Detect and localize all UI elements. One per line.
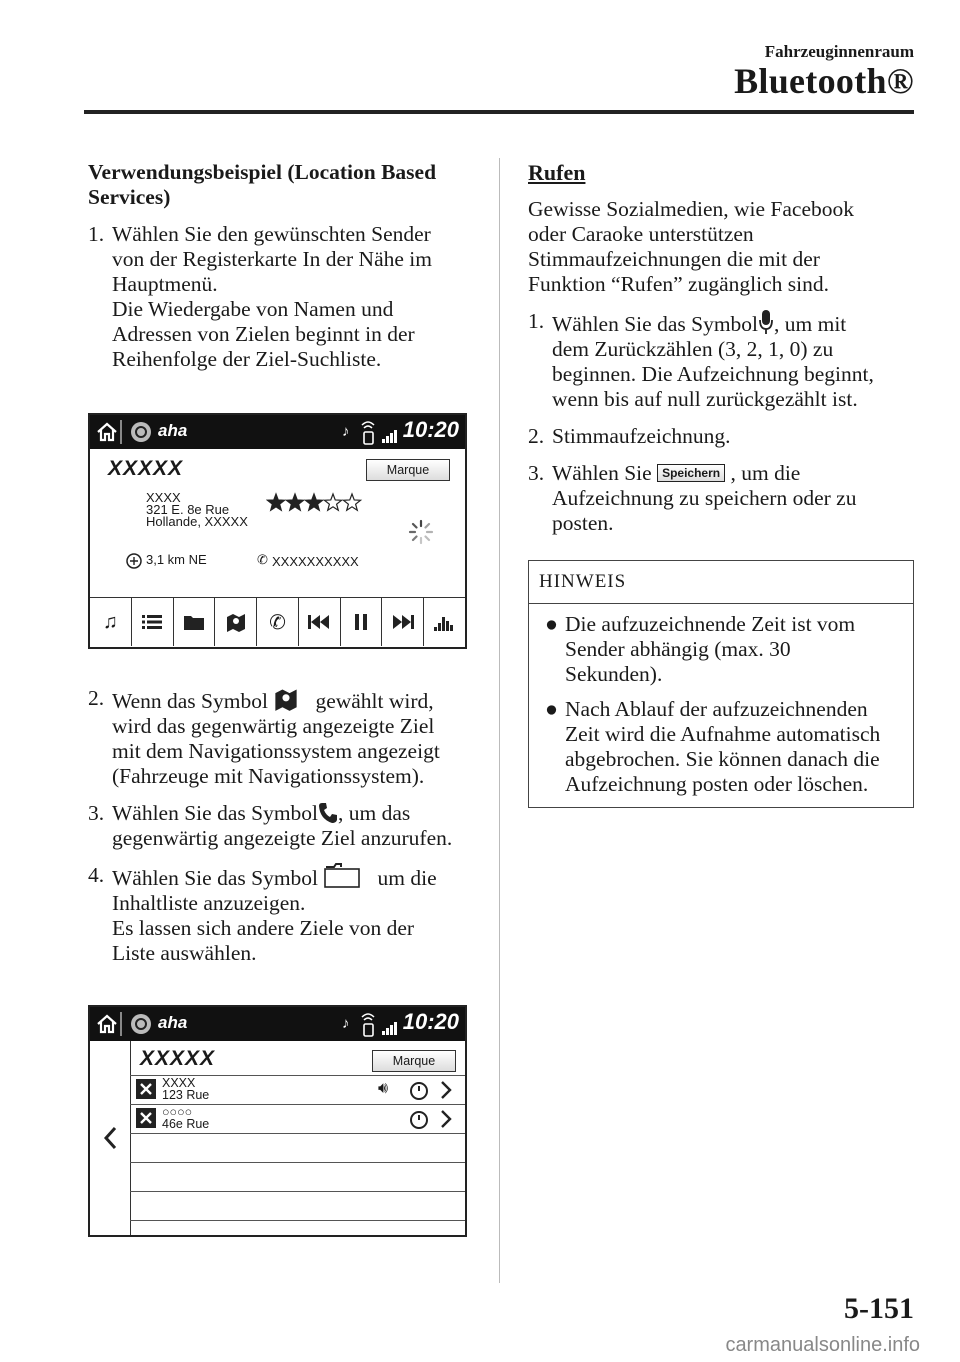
step-line: von der Registerkarte In der Nähe im	[112, 247, 432, 271]
star-filled-icon	[267, 494, 284, 510]
page-number: 5-151	[844, 1292, 914, 1325]
intro-line: Stimmaufzeichnungen die mit der	[528, 247, 820, 271]
list-button[interactable]	[132, 598, 174, 646]
step-text: Wählen Sie das Symbol	[552, 312, 759, 336]
star-empty-icon	[324, 494, 341, 510]
step-text: um die	[377, 866, 437, 890]
step-line: Es lassen sich andere Ziele von der	[112, 916, 415, 940]
chevron-left-icon	[103, 1126, 117, 1150]
status-bar	[90, 415, 465, 449]
empty-list-row	[130, 1133, 465, 1162]
app-name: aha	[158, 421, 188, 440]
intro-line: oder Caraoke unterstützen	[528, 222, 754, 246]
station-name: XXXXX	[108, 457, 184, 480]
note-line: Zeit wird die Aufnahme automatisch	[565, 722, 881, 746]
note-bullet	[541, 697, 903, 797]
left-step-1	[88, 222, 488, 372]
list-icon	[142, 615, 162, 629]
column-divider	[499, 158, 500, 1283]
wifi-phone-icon	[360, 418, 376, 446]
right-step-2	[528, 424, 918, 449]
note-line: Sender abhängig (max. 30	[565, 637, 791, 661]
header-title: Bluetooth®	[734, 61, 914, 101]
step-text: , um die	[730, 461, 801, 485]
left-column-top	[88, 160, 488, 372]
note-line: abgebrochen. Sie können danach die	[565, 747, 880, 771]
header-section: Fahrzeuginnenraum	[764, 42, 914, 61]
aha-screen-2	[88, 1005, 467, 1237]
pause-icon	[355, 614, 367, 630]
step-line: Liste auswählen.	[112, 941, 257, 965]
pause-button[interactable]	[341, 598, 383, 646]
step-text: Wenn das Symbol	[112, 689, 268, 713]
step-number: 1.	[528, 309, 545, 333]
left-step-3	[88, 801, 488, 851]
folder-symbol-icon	[323, 863, 361, 889]
step-text: Stimmaufzeichnung.	[552, 424, 731, 448]
music-note-icon: ♪	[342, 1015, 350, 1032]
left-step-2	[88, 686, 488, 789]
phone-small-icon: ✆	[257, 552, 268, 567]
right-column	[528, 160, 918, 536]
note-box	[528, 560, 914, 808]
empty-list-row	[130, 1162, 465, 1191]
star-filled-icon	[305, 494, 322, 510]
status-bar	[90, 1007, 465, 1041]
step-number: 4.	[88, 863, 105, 887]
section-heading-rufen: Rufen	[528, 160, 586, 185]
phone-icon: ✆	[269, 611, 286, 634]
clock: 10:20	[402, 417, 459, 442]
music-button[interactable]	[90, 598, 132, 646]
speaker-icon: 🔊︎	[378, 1080, 389, 1097]
chevron-right-icon	[440, 1109, 452, 1129]
signal-strength-icon	[382, 1021, 400, 1035]
empty-list-row	[130, 1191, 465, 1220]
address-line: Hollande, XXXXX	[146, 514, 248, 529]
step-text: Wählen Sie	[552, 461, 652, 485]
note-line: Die aufzuzeichnende Zeit ist vom	[565, 612, 856, 636]
step-text: Wählen Sie das Symbol	[112, 801, 319, 825]
skip-forward-icon	[392, 615, 414, 629]
left-column-middle	[88, 686, 488, 966]
step-number: 2.	[528, 424, 545, 448]
step-line: gegenwärtig angezeigte Ziel anzurufen.	[112, 826, 453, 850]
timer-icon	[408, 1108, 430, 1130]
item-line-2: 123 Rue	[162, 1088, 210, 1102]
music-note-icon: ♪	[342, 423, 350, 440]
map-button[interactable]	[215, 598, 257, 646]
step-text: Wählen Sie das Symbol	[112, 866, 319, 890]
note-bullet	[541, 612, 903, 687]
step-line: wenn bis auf null zurückgezählt ist.	[552, 387, 858, 411]
home-icon	[96, 1014, 118, 1034]
aha-app-icon	[130, 1013, 152, 1035]
right-step-1	[528, 309, 918, 412]
step-text: gewählt wird,	[315, 689, 434, 713]
step-text: , um mit	[774, 312, 847, 336]
marque-button[interactable]: Marque	[366, 459, 450, 481]
next-button[interactable]	[382, 598, 424, 646]
star-filled-icon	[286, 494, 303, 510]
heading-line-1: Verwendungsbeispiel (Location Based	[88, 160, 437, 184]
step-line: beginnen. Die Aufzeichnung beginnt,	[552, 362, 874, 386]
microphone-icon	[758, 309, 774, 335]
address-block	[146, 492, 248, 528]
bullet-icon: ●	[545, 612, 558, 636]
step-line: Aufzeichnung zu speichern oder zu	[552, 486, 857, 510]
step-line: mit dem Navigationssystem angezeigt	[112, 739, 440, 763]
home-icon	[96, 422, 118, 442]
call-button[interactable]	[257, 598, 299, 646]
step-text: , um das	[338, 801, 411, 825]
aha-app-icon	[130, 421, 152, 443]
folder-button[interactable]	[174, 598, 216, 646]
close-box-icon	[136, 1079, 156, 1099]
aha-screen-1	[88, 413, 467, 649]
wifi-phone-icon	[360, 1010, 376, 1038]
note-list	[529, 604, 913, 797]
list-item[interactable]	[130, 1075, 465, 1104]
watermark: carmanualsonline.info	[725, 1334, 920, 1356]
distance: 3,1 km NE	[146, 552, 207, 567]
previous-button[interactable]	[299, 598, 341, 646]
note-line: Nach Ablauf der aufzuzeichnenden	[565, 697, 868, 721]
step-line: dem Zurückzählen (3, 2, 1, 0) zu	[552, 337, 834, 361]
step-line: Hauptmenü.	[112, 272, 218, 296]
clock: 10:20	[402, 1009, 459, 1034]
note-line: Aufzeichnung posten oder löschen.	[565, 772, 869, 796]
intro-line: Gewisse Sozialmedien, wie Facebook	[528, 197, 854, 221]
empty-list-row	[130, 1220, 465, 1235]
note-title: HINWEIS	[529, 561, 913, 604]
address-line: 321 E. 8e Rue	[146, 502, 230, 517]
bullet-icon: ●	[545, 697, 558, 721]
signal-strength-icon	[382, 429, 400, 443]
map-icon	[225, 611, 247, 633]
map-symbol-icon	[273, 686, 299, 712]
right-step-3	[528, 461, 918, 536]
heading-line-2: Services)	[88, 185, 171, 209]
timer-icon	[408, 1079, 430, 1101]
close-box-icon	[136, 1108, 156, 1128]
address-line: XXXX	[146, 490, 181, 505]
equalizer-button[interactable]	[424, 598, 465, 646]
station-name: XXXXX	[140, 1047, 216, 1070]
step-line: Reihenfolge der Ziel-Suchliste.	[112, 347, 382, 371]
speichern-button: Speichern	[657, 464, 725, 482]
step-number: 3.	[528, 461, 545, 485]
intro-line: Funktion “Rufen” zugänglich sind.	[528, 272, 829, 296]
step-line: Adressen von Zielen beginnt in der	[112, 322, 415, 346]
phone-symbol-icon	[318, 802, 338, 824]
item-line-1: ○○○○	[162, 1105, 193, 1119]
rating-stars	[266, 492, 366, 512]
note-line: Sekunden).	[565, 662, 663, 686]
step-line: Die Wiedergabe von Namen und	[112, 297, 394, 321]
music-icon: ♫	[102, 610, 118, 633]
marque-button[interactable]: Marque	[372, 1050, 456, 1072]
item-line-1: XXXX	[162, 1076, 196, 1090]
app-name: aha	[158, 1013, 188, 1032]
item-line-2: 46e Rue	[162, 1117, 210, 1131]
back-button[interactable]	[90, 1041, 131, 1235]
step-number: 1.	[88, 222, 105, 246]
folder-icon	[183, 613, 205, 631]
left-step-4	[88, 863, 488, 966]
skip-back-icon	[308, 615, 330, 629]
bottom-toolbar	[90, 597, 465, 646]
step-line: posten.	[552, 511, 614, 535]
star-empty-icon	[343, 494, 360, 510]
step-line: (Fahrzeuge mit Navigationssystem).	[112, 764, 425, 788]
chevron-right-icon	[440, 1080, 452, 1100]
phone-number: XXXXXXXXXX	[272, 554, 359, 569]
step-number: 3.	[88, 801, 105, 825]
step-line: Wählen Sie den gewünschten Sender	[112, 222, 431, 246]
list-item[interactable]	[130, 1104, 465, 1133]
destination-list	[130, 1075, 465, 1235]
loading-spinner-icon	[408, 519, 434, 545]
step-line: Inhaltliste anzuzeigen.	[112, 891, 306, 915]
distance-icon	[126, 553, 142, 569]
header-rule	[84, 110, 914, 114]
step-line: wird das gegenwärtig angezeigte Ziel	[112, 714, 435, 738]
equalizer-icon	[434, 613, 456, 631]
step-number: 2.	[88, 686, 105, 710]
